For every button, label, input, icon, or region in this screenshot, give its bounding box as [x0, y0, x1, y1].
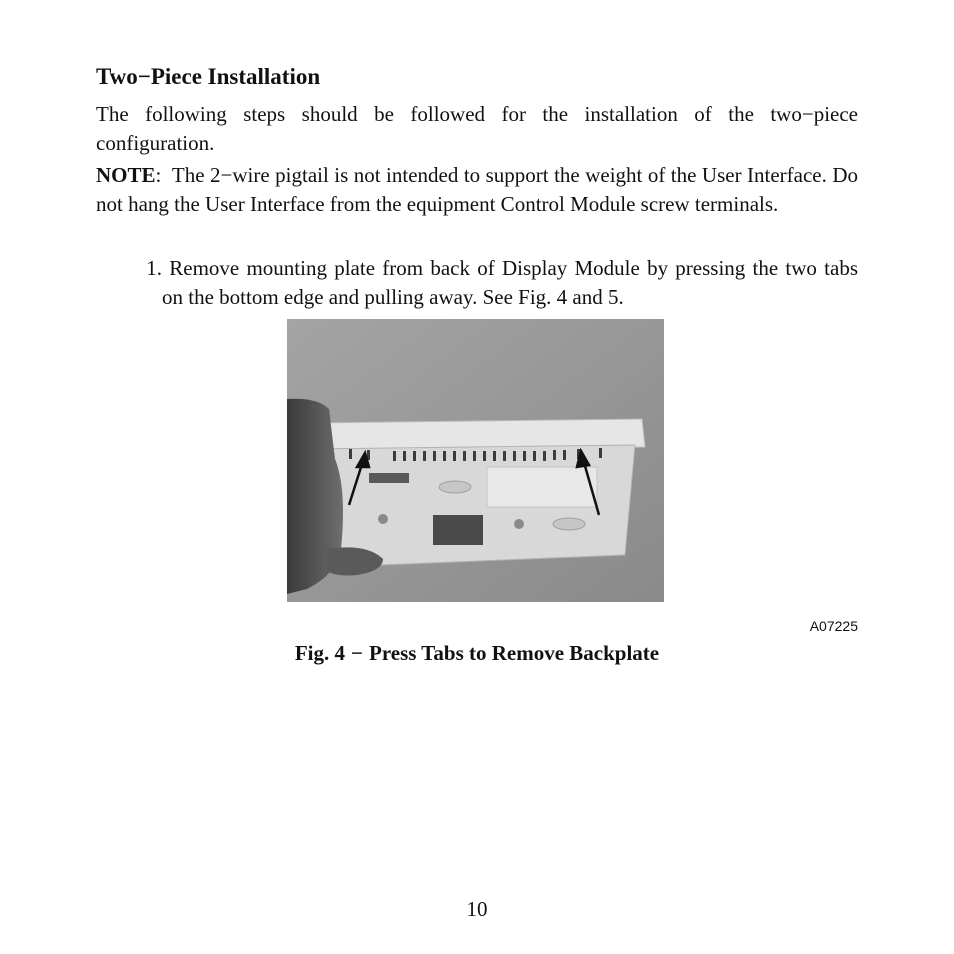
caption-label: Fig. 4: [294, 641, 346, 665]
figure-id: A07225: [809, 618, 858, 634]
step-number: 1.: [146, 256, 162, 280]
mounting-hole: [439, 481, 471, 493]
figure-caption: [0, 641, 954, 666]
display-module-photo: [287, 319, 664, 602]
figure-photo: [287, 319, 664, 602]
section-heading: Two−Piece Installation: [96, 64, 321, 89]
step-text: Remove mounting plate from back of Display Module by pressing the two tabs on the bottom edge and pulling away. See Fig. 4 and 5.: [162, 256, 859, 309]
note-label: NOTE: [96, 163, 156, 187]
raised-panel: [487, 467, 597, 507]
wiring-opening: [433, 515, 483, 545]
screw-hole: [514, 519, 524, 529]
screw-hole: [378, 514, 388, 524]
note-separator: :: [155, 163, 162, 187]
caption-text: Press Tabs to Remove Backplate: [369, 641, 660, 665]
step-1: [96, 254, 858, 312]
note-paragraph: [96, 161, 858, 219]
label-slot: [369, 473, 409, 483]
caption-dash: −: [351, 641, 363, 665]
intro-paragraph: The following steps should be followed for the installation of the two−piece configuration.: [96, 102, 858, 155]
note-text: The 2−wire pigtail is not intended to support the weight of the User Interface. Do not hang the User Interface from the equipment Control Module screw terminals.: [96, 163, 859, 216]
page-number: 10: [466, 897, 488, 921]
mounting-hole: [553, 518, 585, 530]
